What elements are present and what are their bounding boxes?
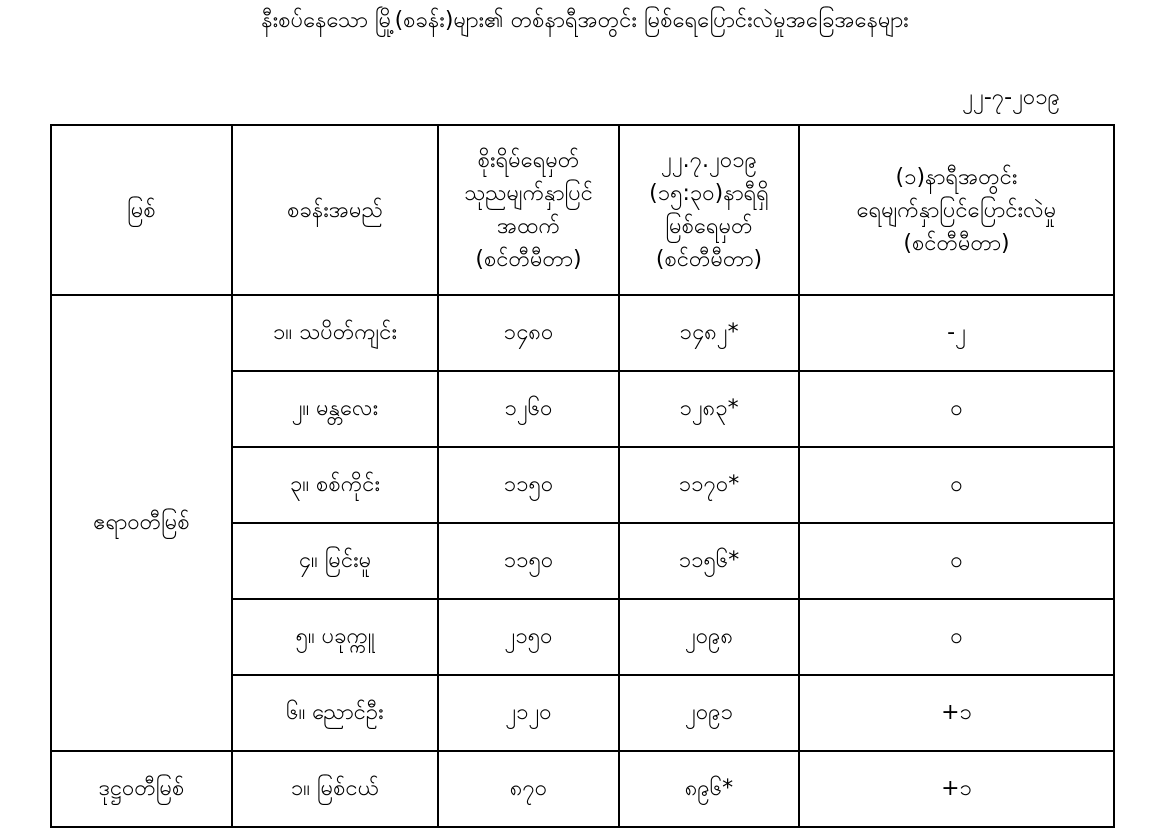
danger-level-cell: ၂၁၂၀ bbox=[438, 675, 619, 751]
current-level-cell: ၁၂၈၃* bbox=[619, 371, 799, 447]
current-level-cell: ၁၄၈၂* bbox=[619, 295, 799, 371]
river-level-table bbox=[50, 124, 1115, 828]
danger-level-cell: ၁၁၅၀ bbox=[438, 447, 619, 523]
header-current-line: မြစ်ရေမှတ် bbox=[665, 214, 753, 239]
current-level-cell: ၁၁၇၀* bbox=[619, 447, 799, 523]
header-danger-line: သုညမျက်နှာပြင် bbox=[464, 181, 593, 206]
header-change-line: ရေမျက်နှာပြင်ပြောင်းလဲမှု bbox=[856, 197, 1057, 223]
table-row bbox=[51, 751, 1114, 827]
danger-level-cell: ၂၁၅၀ bbox=[438, 599, 619, 675]
header-river: မြစ် bbox=[51, 125, 232, 295]
danger-level-cell: ၁၁၅၀ bbox=[438, 523, 619, 599]
header-danger-line: အထက် bbox=[497, 214, 560, 239]
header-danger-line: စိုးရိမ်ရေမှတ် bbox=[477, 148, 580, 173]
header-danger-level bbox=[438, 125, 619, 295]
change-cell: ၀ bbox=[799, 371, 1114, 447]
station-cell: ၅။ ပခုက္ကူ bbox=[232, 599, 438, 675]
change-cell: -၂ bbox=[799, 295, 1114, 371]
change-cell: ၀ bbox=[799, 523, 1114, 599]
station-cell: ၁။ သပိတ်ကျင်း bbox=[232, 295, 438, 371]
change-cell: +၁ bbox=[799, 675, 1114, 751]
danger-level-cell: ၈၇၀ bbox=[438, 751, 619, 827]
header-station: စခန်းအမည် bbox=[232, 125, 438, 295]
header-current-level bbox=[619, 125, 799, 295]
current-level-cell: ၂၀၉၁ bbox=[619, 675, 799, 751]
station-cell: ၁။ မြစ်ငယ် bbox=[232, 751, 438, 827]
report-date: ၂၂-၇-၂၀၁၉ bbox=[962, 85, 1060, 110]
table-header-row bbox=[51, 125, 1114, 295]
current-level-cell: ၁၁၅၆* bbox=[619, 523, 799, 599]
danger-level-cell: ၁၄၈၀ bbox=[438, 295, 619, 371]
header-danger-line: (စင်တီမီတာ) bbox=[475, 247, 582, 272]
station-cell: ၂။ မန္တလေး bbox=[232, 371, 438, 447]
danger-level-cell: ၁၂၆၀ bbox=[438, 371, 619, 447]
station-cell: ၄။ မြင်းမူ bbox=[232, 523, 438, 599]
header-change-line: (စင်တီမီတာ) bbox=[903, 230, 1010, 256]
page-title: နီးစပ်နေသော မြို့(စခန်း)များ၏ တစ်နာရီအတွင်း မြစ်ရေပြောင်းလဲမှုအခြေအနေများ bbox=[261, 8, 909, 33]
header-change bbox=[799, 125, 1114, 295]
station-cell: ၃။ စစ်ကိုင်း bbox=[232, 447, 438, 523]
current-level-cell: ၈၉၆* bbox=[619, 751, 799, 827]
station-cell: ၆။ ညောင်ဦး bbox=[232, 675, 438, 751]
current-level-cell: ၂၀၉၈ bbox=[619, 599, 799, 675]
header-change-line: (၁)နာရီအတွင်း bbox=[895, 164, 1018, 190]
header-current-line: (၁၅:၃၀)နာရီရှိ bbox=[649, 181, 769, 206]
change-cell: ၀ bbox=[799, 599, 1114, 675]
river-name-cell: ဧရာဝတီမြစ် bbox=[51, 295, 232, 751]
header-current-line: ၂၂.၇.၂၀၁၉ bbox=[661, 148, 757, 173]
table-row bbox=[51, 295, 1114, 371]
change-cell: ၀ bbox=[799, 447, 1114, 523]
header-current-line: (စင်တီမီတာ) bbox=[655, 247, 763, 272]
river-name-cell: ဒုဋ္ဌဝတီမြစ် bbox=[51, 751, 232, 827]
change-cell: +၁ bbox=[799, 751, 1114, 827]
